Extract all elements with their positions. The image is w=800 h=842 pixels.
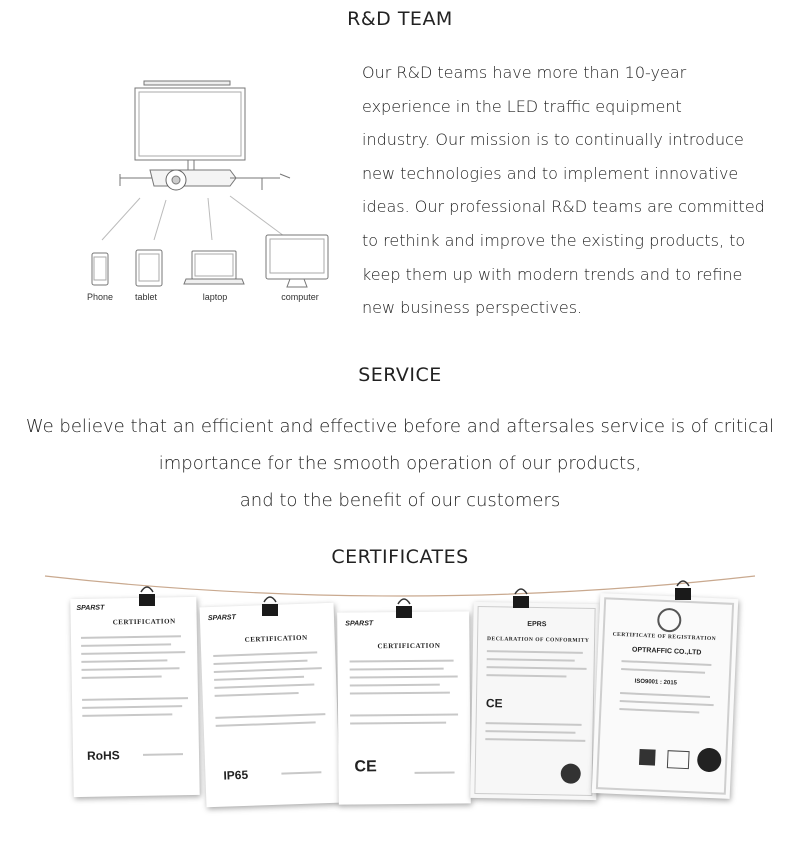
- certificate-header: CERTIFICATION: [377, 641, 441, 651]
- certificate-header: CERTIFICATION: [244, 633, 308, 644]
- binder-clip: [672, 576, 694, 604]
- certificate-mark: IP65: [223, 767, 249, 783]
- service-description: [20, 408, 780, 519]
- binder-clip: [259, 592, 281, 620]
- device-label-computer: computer: [281, 292, 319, 302]
- rd-line: ideas. Our professional R&D teams are committed: [362, 197, 765, 217]
- rd-line: experience in the LED traffic equipment: [362, 96, 682, 116]
- rd-line: new technologies and to implement innovative: [362, 163, 739, 183]
- certificate-header: CERTIFICATE OF REGISTRATION: [612, 631, 717, 643]
- service-line: We believe that an efficient and effective before and aftersales service is of critical: [25, 416, 775, 437]
- device-label-laptop: laptop: [202, 292, 228, 302]
- binder-clip: [510, 584, 532, 612]
- certificate-registration: [592, 593, 739, 799]
- rd-line: to rethink and improve the existing products, to: [362, 230, 746, 250]
- certificate-mark: ISO9001 : 2015: [634, 678, 678, 687]
- service-title: SERVICE: [358, 364, 442, 386]
- binder-clip: [136, 582, 158, 610]
- certificate-brand: SPARST: [207, 614, 236, 623]
- certificate-ip65: [200, 603, 341, 808]
- rd-line: Our R&D teams have more than 10-year: [362, 63, 687, 82]
- certificate-brand: SPARST: [76, 604, 105, 613]
- certificate-mark: CE: [485, 696, 503, 711]
- certificate-mark: RoHS: [86, 748, 120, 763]
- rd-line: keep them up with modern trends and to refine: [362, 264, 743, 284]
- trailer-devices-illustration: [80, 78, 350, 310]
- service-line: importance for the smooth operation of our products,: [158, 453, 642, 474]
- service-line: and to the benefit of our customers: [239, 490, 561, 511]
- rd-line: industry. Our mission is to continually introduce: [362, 130, 744, 150]
- certificate-brand: SPARST: [345, 620, 374, 628]
- certificate-header: CERTIFICATION: [112, 617, 176, 627]
- binder-clip: [393, 594, 415, 622]
- certificate-brand: EPRS: [527, 620, 547, 629]
- device-label-tablet: tablet: [134, 292, 158, 302]
- certificate-mark: CE: [354, 758, 377, 776]
- rd-line: new business perspectives.: [362, 298, 583, 318]
- rd-team-title: R&D TEAM: [347, 8, 453, 30]
- certificate-brand: OPTRAFFIC CO.,LTD: [631, 646, 702, 657]
- certificates-title: CERTIFICATES: [331, 546, 469, 568]
- rd-team-description: [362, 56, 772, 325]
- device-label-phone: Phone: [86, 292, 114, 302]
- certificate-declaration: [470, 602, 599, 800]
- certificate-rohs: [70, 597, 199, 797]
- certificate-header: DECLARATION OF CONFORMITY: [487, 636, 590, 644]
- certificate-ce: [337, 611, 471, 804]
